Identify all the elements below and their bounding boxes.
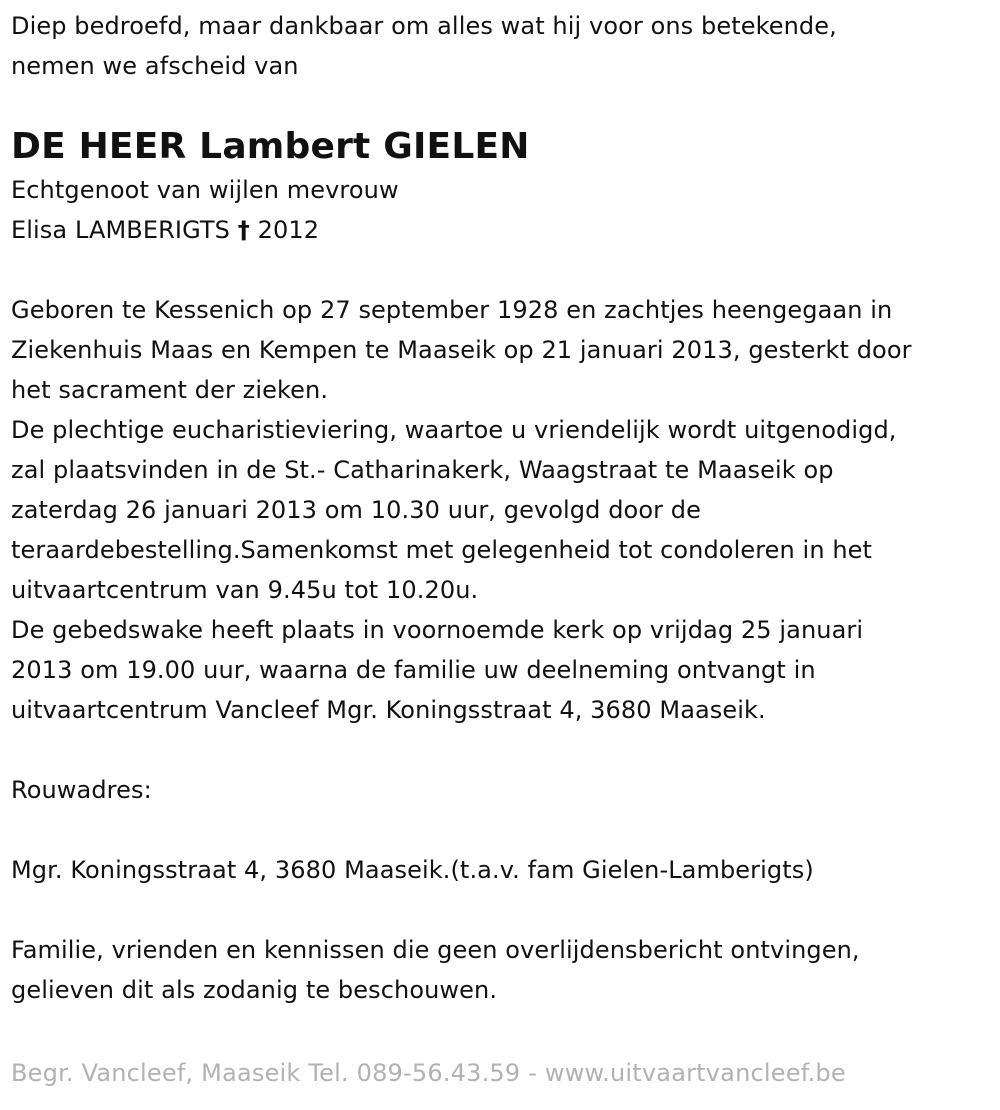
body-line: De gebedswake heeft plaats in voornoemde kerk op vrijdag 25 januari <box>11 616 864 644</box>
body-line: teraardebestelling.Samenkomst met gelegenheid tot condoleren in het <box>11 536 873 564</box>
obituary-notice <box>11 6 996 1010</box>
body-line: De plechtige eucharistieviering, waartoe u vriendelijk wordt uitgenodigd, <box>11 416 897 444</box>
closing-line-1: Familie, vrienden en kennissen die geen overlijdensbericht ontvingen, <box>11 936 860 964</box>
address-label: Rouwadres: <box>11 776 152 804</box>
deceased-name: DE HEER Lambert GIELEN <box>11 126 530 167</box>
cross-icon: † <box>237 216 250 244</box>
intro-line-2: nemen we afscheid van <box>11 52 299 80</box>
spouse-line-1: Echtgenoot van wijlen mevrouw <box>11 176 399 204</box>
body-line: uitvaartcentrum van 9.45u tot 10.20u. <box>11 576 479 604</box>
spouse-info <box>11 170 996 250</box>
spouse-line-2 <box>11 210 996 250</box>
body-line: 2013 om 19.00 uur, waarna de familie uw deelneming ontvangt in <box>11 656 816 684</box>
intro-line-1: Diep bedroefd, maar dankbaar om alles wat hij voor ons betekende, <box>11 12 837 40</box>
body-line: zaterdag 26 januari 2013 om 10.30 uur, gevolgd door de <box>11 496 701 524</box>
body-line: Ziekenhuis Maas en Kempen te Maaseik op 21 januari 2013, gesterkt door <box>11 336 912 364</box>
body-line: uitvaartcentrum Vancleef Mgr. Koningsstraat 4, 3680 Maaseik. <box>11 696 766 724</box>
intro-paragraph <box>11 6 996 86</box>
body-line: zal plaatsvinden in de St.- Catharinakerk, Waagstraat te Maaseik op <box>11 456 834 484</box>
spacer <box>11 890 996 930</box>
funeral-home-footer: Begr. Vancleef, Maaseik Tel. 089-56.43.59 - www.uitvaartvancleef.be <box>11 1059 846 1087</box>
closing-paragraph <box>11 930 996 1010</box>
spacer <box>11 730 996 770</box>
closing-line-2: gelieven dit als zodanig te beschouwen. <box>11 976 498 1004</box>
spouse-name: Elisa LAMBERIGTS <box>11 216 231 244</box>
address-value: Mgr. Koningsstraat 4, 3680 Maaseik.(t.a.v. fam Gielen-Lamberigts) <box>11 856 814 884</box>
spacer <box>11 810 996 850</box>
body-line: het sacrament der zieken. <box>11 376 329 404</box>
spacer <box>11 250 996 290</box>
spouse-death-year: 2012 <box>257 216 320 244</box>
body-line: Geboren te Kessenich op 27 september 1928 en zachtjes heengegaan in <box>11 296 893 324</box>
body-paragraph <box>11 290 996 730</box>
